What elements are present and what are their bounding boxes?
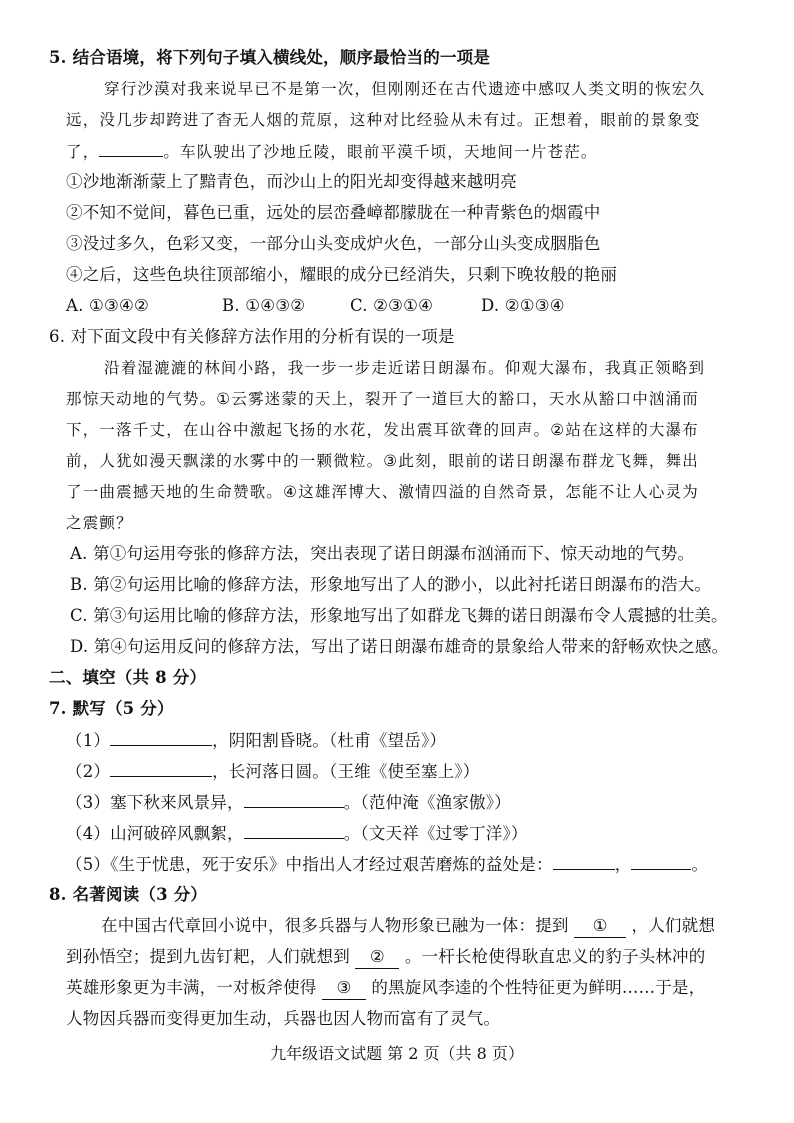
q7-item-4-text: （4）山河破碎风飘絮，	[66, 824, 244, 843]
q8-line-3-text: 英雄形象更为丰满，一对板斧使得	[66, 978, 317, 997]
q7-blank-4	[244, 822, 344, 839]
q5-passage-suffix: 。车队驶出了沙地丘陵，眼前平漠千顷，天地间一片苍茫。	[163, 143, 598, 161]
q8-title: 8. 名著阅读（3 分）	[49, 885, 208, 904]
q7-blank-5a	[553, 853, 615, 870]
q8-blank-1: ①	[574, 915, 626, 938]
q5-option-c: C. ②③①④	[350, 296, 434, 315]
q7-item-5	[66, 853, 708, 876]
q7-item-2-text: ，长河落日圆。（王维《使至塞上》）	[212, 762, 480, 781]
q6-option-b: B. 第②句运用比喻的修辞方法，形象地写出了人的渺小，以此衬托诺日朗瀑布的浩大。	[70, 575, 712, 594]
q6-option-c: C. 第③句运用比喻的修辞方法，形象地写出了如群龙飞舞的诺日朗瀑布令人震撼的壮美。	[70, 606, 728, 625]
page-footer: 九年级语文试题 第 2 页（共 8 页）	[270, 1044, 524, 1063]
q8-line-2-end: 。一杆长枪使得耿直忠义的豹子头林冲的	[404, 947, 706, 966]
q5-answer-blank	[99, 140, 163, 157]
q6-passage-line-3: 下，一落千丈，在山谷中激起飞扬的水花，发出震耳欲聋的回声。②站在这样的大瀑布	[66, 421, 699, 439]
q5-sentence-1: ①沙地渐渐蒙上了黯青色，而沙山上的阳光却变得越来越明亮	[66, 172, 517, 191]
q7-item-3-source: 。（范仲淹《渔家傲》）	[343, 793, 511, 812]
q6-passage-line-1: 沿着湿漉漉的林间小路，我一步一步走近诺日朗瀑布。仰观大瀑布，我真正领略到	[104, 359, 706, 377]
q6-passage-line-4: 前，人犹如漫天飘漾的水雾中的一颗微粒。③此刻，眼前的诺日朗瀑布群龙飞舞，舞出	[66, 452, 699, 470]
q8-line-3-end: 的黑旋风李逵的个性特征更为鲜明……于是，	[371, 978, 706, 997]
q5-sentence-4: ④之后，这些色块往顶部缩小，耀眼的成分已经消失，只剩下晚妆般的艳丽	[66, 265, 618, 284]
q5-sentence-2: ②不知不觉间，暮色已重，远处的层峦叠嶂都朦胧在一种青紫色的烟霞中	[66, 203, 601, 222]
q5-option-a: A. ①③④②	[66, 296, 149, 315]
q8-line-4: 人物因兵器而变得更加生动，兵器也因人物而富有了灵气。	[66, 1009, 501, 1028]
q7-blank-5b	[631, 853, 691, 870]
q7-item-5-end: 。	[691, 855, 709, 874]
q5-passage-line-2: 远，没几步却跨进了杳无人烟的荒原，这种对比经验从未有过。正想着，眼前的景象变	[66, 111, 701, 129]
q7-item-5-text: （5）《生于忧患，死于安乐》中指出人才经过艰苦磨炼的益处是：	[66, 855, 553, 874]
q7-item-1	[66, 729, 446, 752]
q7-blank-3	[244, 791, 344, 808]
q8-blank-2: ②	[355, 946, 399, 969]
q5-option-d: D. ②①③④	[481, 296, 565, 315]
q7-item-4	[66, 822, 528, 845]
q5-sentence-3: ③没过多久，色彩又变，一部分山头变成炉火色，一部分山头变成胭脂色	[66, 234, 601, 253]
q5-passage-prefix: 了，	[66, 143, 100, 161]
q7-item-5-comma: ，	[614, 855, 632, 874]
q8-line-2-text: 到孙悟空；提到九齿钉耙，人们就想到	[66, 947, 350, 966]
q7-item-4-source: 。（文天祥《过零丁洋》）	[343, 824, 528, 843]
q7-item-2-number: （2）	[66, 762, 111, 781]
q8-blank-3: ③	[322, 977, 366, 1000]
q5-passage-line-1: 穿行沙漠对我来说早已不是第一次，但刚刚还在古代遗迹中感叹人类文明的恢宏久	[104, 80, 706, 98]
q5-stem: 5. 结合语境，将下列句子填入横线处，顺序最恰当的一项是	[49, 48, 491, 67]
q7-title: 7. 默写（5 分）	[49, 699, 174, 718]
q7-item-2	[66, 760, 480, 783]
q6-passage-line-5: 了一曲震撼天地的生命赞歌。④这雄浑博大、激情四溢的自然奇景，怎能不让人心灵为	[66, 483, 699, 501]
q8-line-1	[101, 915, 715, 938]
q8-line-1-end: ，人们就想	[631, 916, 716, 935]
q7-item-1-text: ，阴阳割昏晓。（杜甫《望岳》）	[212, 731, 447, 750]
q6-passage-line-6: 之震颤？	[66, 514, 133, 532]
q6-passage-line-2: 那惊天动地的气势。①云雾迷蒙的天上，裂开了一道巨大的豁口，天水从豁口中汹涌而	[66, 390, 699, 408]
q7-item-3	[66, 791, 511, 814]
q5-passage-line-3	[66, 140, 598, 163]
q7-blank-1	[110, 729, 212, 746]
q6-option-a: A. 第①句运用夸张的修辞方法，突出表现了诺日朗瀑布汹涌而下、惊天动地的气势。	[70, 544, 695, 563]
q6-stem: 6. 对下面文段中有关修辞方法作用的分析有误的一项是	[49, 327, 455, 346]
q8-line-2	[66, 946, 705, 969]
q6-option-d: D. 第④句运用反问的修辞方法，写出了诺日朗瀑布雄奇的景象给人带来的舒畅欢快之感。	[70, 637, 729, 656]
q5-option-b: B. ①④③②	[222, 296, 306, 315]
q8-line-1-text: 在中国古代章回小说中，很多兵器与人物形象已融为一体：提到	[101, 916, 569, 935]
q7-blank-2	[110, 760, 212, 777]
section-2-heading: 二、填空（共 8 分）	[49, 668, 207, 687]
q7-item-1-number: （1）	[66, 731, 111, 750]
q7-item-3-text: （3）塞下秋来风景异，	[66, 793, 244, 812]
q8-line-3	[66, 977, 705, 1000]
